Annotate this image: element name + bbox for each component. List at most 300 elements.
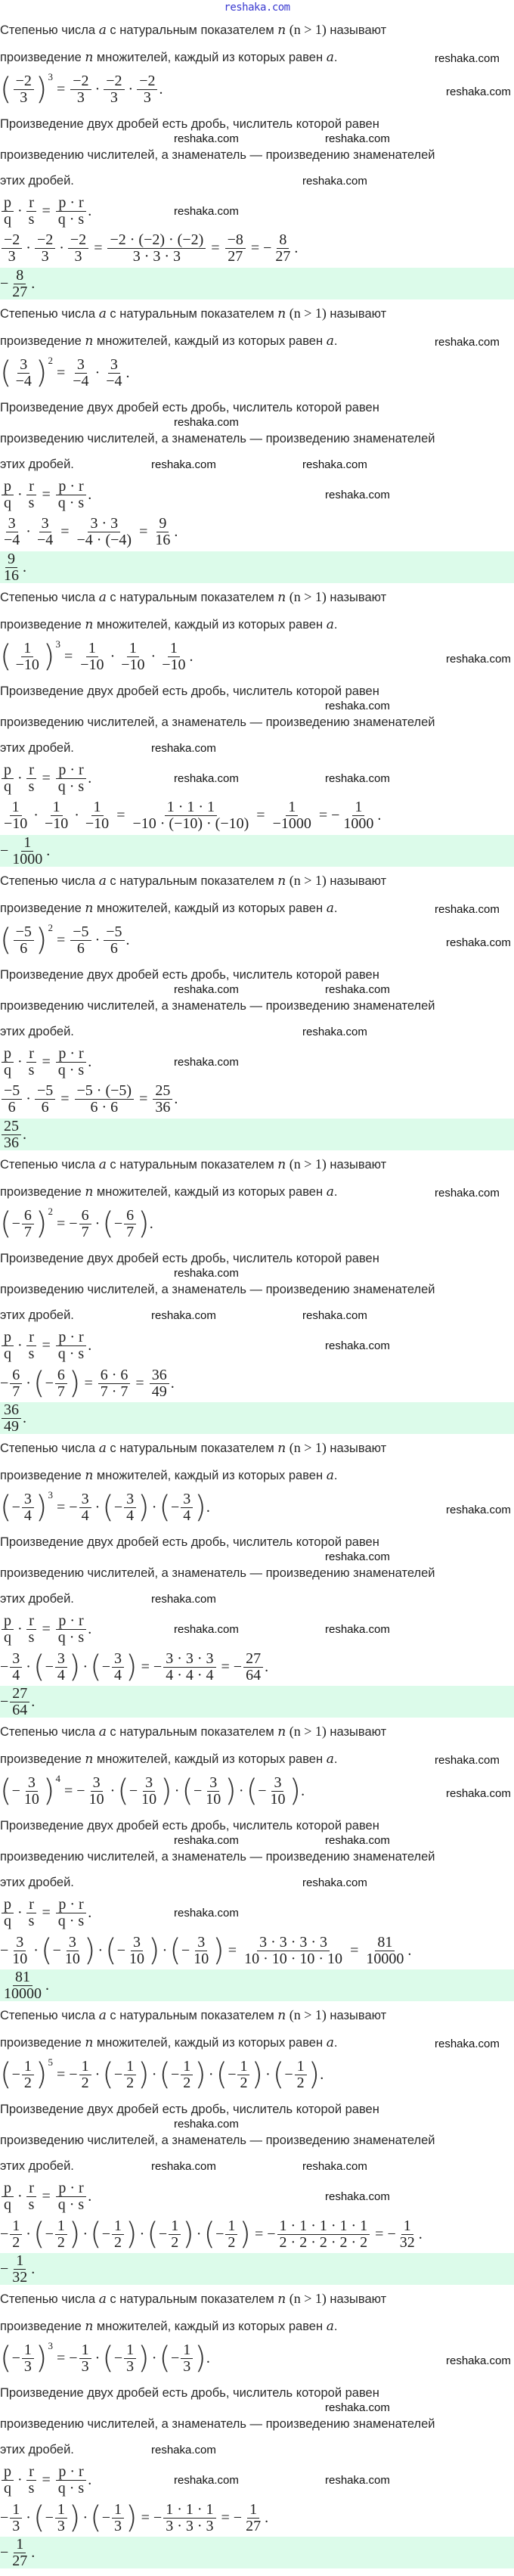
math-variable: a	[326, 901, 334, 916]
numerator: p	[2, 1613, 14, 1630]
rule-line-1: Произведение двух дробей есть дробь, числитель которой равен	[0, 1252, 379, 1265]
rule-formula	[0, 195, 91, 228]
fraction	[2, 2464, 14, 2497]
numerator: 3	[75, 357, 87, 374]
period: .	[31, 2261, 36, 2277]
numerator: 1	[286, 799, 298, 816]
parenthesized-group	[33, 1650, 81, 1684]
numerator: 1	[55, 2218, 67, 2235]
math-variable: n	[277, 874, 286, 889]
left-paren: (	[0, 1490, 12, 1525]
numerator: 3	[55, 1651, 67, 1668]
watermark: reshaka.com	[325, 1834, 390, 1847]
fraction	[203, 1775, 223, 1808]
text-segment: произведение	[0, 902, 85, 915]
power-expansion	[0, 2058, 324, 2091]
numerator: 1	[112, 2218, 124, 2235]
math-variable: a	[326, 50, 334, 65]
fraction	[2, 195, 14, 228]
left-paren: (	[90, 2500, 102, 2535]
exponent: 3	[55, 638, 60, 650]
denominator: 6	[8, 1099, 16, 1116]
math-operator: −	[233, 2509, 243, 2526]
numerator: 1	[14, 2537, 26, 2553]
solution-block	[0, 1724, 514, 2008]
power-expansion	[0, 1491, 210, 1524]
text-segment: называют	[330, 1158, 387, 1172]
left-paren: (	[159, 2341, 172, 2376]
left-paren: (	[246, 1774, 259, 1808]
fraction	[79, 2342, 91, 2375]
right-paren: )	[125, 2500, 138, 2535]
rule-formula	[0, 1613, 91, 1646]
denominator: q	[4, 211, 11, 228]
numerator: 1	[10, 799, 22, 816]
numerator: 3	[108, 357, 120, 374]
numerator: 3	[67, 1935, 79, 1951]
numerator: 3	[124, 1491, 136, 1508]
numerator: −2	[35, 232, 55, 249]
math-operator: ·	[26, 523, 31, 540]
math-operator: =	[139, 1091, 148, 1107]
denominator: s	[28, 1345, 35, 1362]
calculation	[0, 1934, 411, 1967]
fraction	[364, 1935, 406, 1967]
numerator: r	[26, 762, 36, 779]
left-paren: (	[102, 1490, 114, 1525]
numerator: p · r	[56, 1046, 85, 1063]
math-operator: −	[76, 1782, 85, 1799]
answer	[0, 1969, 49, 2001]
left-paren: (	[90, 1650, 102, 1684]
parenthesized-group	[203, 2218, 251, 2251]
parenthesized-group	[90, 2218, 138, 2251]
math-operator: −	[153, 2509, 163, 2526]
numerator: −5	[35, 1083, 55, 1100]
denominator: 10	[141, 1790, 157, 1808]
period: .	[88, 203, 92, 219]
text-segment: произведение	[0, 2036, 85, 2050]
numerator: 3	[271, 1775, 283, 1792]
denominator: 6	[110, 939, 118, 957]
text-segment: множителей, каждый из которых равен	[93, 902, 327, 915]
watermark: reshaka.com	[302, 458, 367, 471]
text-segment: с натуральным показателем	[106, 2009, 278, 2022]
math-variable: n	[277, 306, 286, 321]
parenthesized-group	[90, 1650, 138, 1684]
fraction	[273, 232, 293, 265]
fraction	[225, 232, 246, 265]
fraction	[2, 1046, 14, 1079]
watermark: reshaka.com	[325, 2474, 390, 2487]
period: .	[174, 1091, 178, 1107]
denominator: 3	[81, 2357, 89, 2375]
denominator: 2 · 2 · 2 · 2 · 2	[279, 2233, 368, 2251]
denominator: q · s	[57, 1629, 85, 1646]
fraction	[10, 835, 45, 867]
numerator: p	[2, 195, 14, 212]
math-variable: a	[98, 1724, 107, 1740]
math-operator: −	[194, 1782, 203, 1799]
numerator: r	[26, 195, 36, 212]
math-variable: a	[98, 306, 107, 321]
fraction	[271, 799, 314, 832]
left-paren: (	[0, 2341, 12, 2376]
math-operator: ·	[26, 2509, 31, 2526]
watermark: reshaka.com	[325, 983, 390, 996]
math-operator: =	[42, 486, 51, 503]
answer-band	[0, 268, 514, 299]
text-segment: .	[333, 1185, 338, 1199]
fraction	[56, 1046, 86, 1079]
math-operator: −	[69, 2349, 78, 2367]
left-paren: (	[159, 2057, 172, 2092]
fraction	[124, 2059, 136, 2091]
numerator: 1	[51, 799, 63, 816]
denominator: 2	[23, 2074, 32, 2091]
fraction	[75, 516, 135, 548]
answer-band	[0, 551, 514, 583]
text-segment: .	[333, 2036, 338, 2050]
fraction	[127, 1935, 147, 1967]
math-variable: n	[277, 1157, 286, 1172]
denominator: 49	[4, 1418, 19, 1434]
numerator: p · r	[56, 1613, 85, 1630]
math-operator: ·	[26, 240, 31, 256]
math-operator: =	[84, 1374, 93, 1392]
denominator: 27	[246, 2517, 262, 2534]
math-operator: =	[60, 1091, 70, 1107]
denominator: 3	[23, 2357, 32, 2375]
fraction	[26, 762, 37, 795]
period: .	[320, 2065, 324, 2083]
rule-formula	[0, 1897, 91, 1929]
math-operator: −	[52, 1941, 61, 1959]
numerator: 3 · 3 · 3 · 3	[257, 1935, 330, 1951]
numerator: 81	[375, 1935, 395, 1951]
fraction	[153, 516, 172, 548]
text-segment: множителей, каждый из которых равен	[93, 1752, 327, 1766]
watermark: reshaka.com	[325, 1339, 390, 1352]
math-operator: =	[57, 2065, 66, 2083]
fraction	[181, 1491, 193, 1524]
math-operator: ·	[94, 2065, 101, 2083]
text-segment: называют	[330, 1725, 387, 1739]
solution-block	[0, 2008, 514, 2292]
numerator: p · r	[56, 2180, 85, 2197]
math-operator: =	[141, 1658, 150, 1675]
numerator: 3	[6, 516, 18, 532]
watermark: reshaka.com	[302, 1026, 367, 1038]
math-operator: −	[258, 1782, 267, 1799]
math-operator: −	[11, 2349, 20, 2367]
math-variable: a	[326, 334, 334, 349]
left-paren: (	[0, 355, 12, 390]
numerator: p · r	[56, 2464, 85, 2481]
numerator: −5	[70, 924, 91, 941]
denominator: 16	[155, 532, 171, 548]
fraction	[14, 357, 34, 390]
right-paren: )	[35, 923, 48, 957]
definition-line-1	[0, 2008, 386, 2023]
text-segment: с натуральным показателем	[106, 1725, 278, 1739]
fraction	[68, 232, 88, 265]
fraction	[2, 799, 29, 832]
numerator: p · r	[56, 195, 85, 212]
denominator: 6 · 6	[90, 1099, 119, 1116]
fraction	[75, 1083, 135, 1116]
fraction	[277, 2218, 370, 2251]
numerator: 1	[21, 641, 33, 657]
solution-block	[0, 1157, 514, 1441]
math-operator: −	[0, 2225, 9, 2242]
fraction	[2, 762, 14, 795]
math-operator: =	[211, 240, 220, 256]
math-operator: ·	[94, 364, 101, 381]
denominator: 6	[20, 939, 28, 957]
numerator: 27	[243, 1651, 263, 1668]
text-segment: Степенью числа	[0, 307, 99, 321]
text-segment: множителей, каждый из которых равен	[93, 51, 327, 64]
rule-formula	[0, 2180, 91, 2213]
answer	[0, 268, 35, 299]
definition-line-1	[0, 23, 386, 38]
math-operator: −	[267, 2225, 276, 2242]
exponent: 2	[48, 355, 53, 366]
denominator: 3	[126, 2357, 135, 2375]
site-header-logo[interactable]: reshaka.com	[224, 2, 290, 14]
parenthesized-group	[33, 1367, 81, 1400]
denominator: 32	[399, 2233, 415, 2251]
parenthesized-group	[216, 2058, 264, 2091]
fraction	[14, 641, 42, 673]
right-paren: )	[160, 1774, 172, 1808]
text-segment: .	[333, 1752, 338, 1766]
math-operator: ·	[17, 2188, 23, 2205]
numerator: r	[26, 2180, 36, 2197]
numerator: p	[2, 1897, 14, 1913]
parenthesized-group	[41, 1934, 96, 1967]
numerator: r	[26, 1897, 36, 1913]
text-segment: произведение	[0, 2320, 85, 2333]
denominator: 36	[155, 1099, 171, 1116]
power-expansion	[0, 2342, 210, 2375]
calculation	[0, 1083, 178, 1116]
calculation	[0, 1650, 268, 1684]
numerator: 3	[131, 1935, 143, 1951]
math-operator: ·	[110, 647, 116, 665]
answer-band	[0, 835, 514, 867]
denominator: −1000	[272, 815, 311, 832]
right-paren: )	[251, 2057, 264, 2092]
definition-line-2	[0, 618, 337, 632]
rule-line-3: этих дробей.	[0, 1876, 74, 1889]
fraction	[55, 1651, 67, 1684]
parenthesized-group	[0, 2342, 53, 2375]
definition-line-1	[0, 1157, 386, 1172]
right-paren: )	[68, 2217, 81, 2252]
math-operator: −	[11, 1215, 20, 1232]
fraction	[10, 2218, 22, 2251]
math-operator: =	[116, 807, 125, 824]
numerator: p	[2, 479, 14, 495]
math-variable: a	[98, 874, 107, 889]
text-segment: Степенью числа	[0, 591, 99, 604]
left-paren: (	[203, 2217, 216, 2252]
numerator: r	[26, 2464, 36, 2481]
watermark: reshaka.com	[174, 772, 239, 785]
denominator: 10 · 10 · 10 · 10	[244, 1950, 343, 1967]
answer-band	[0, 1686, 514, 1718]
fraction	[2, 1402, 21, 1434]
numerator: −2	[70, 73, 91, 90]
rule-line-3: этих дробей.	[0, 2443, 74, 2457]
math-operator: ·	[26, 1091, 31, 1107]
math-operator: −	[215, 2225, 224, 2242]
math-variable: n	[85, 617, 94, 632]
numerator: 25	[2, 1119, 21, 1135]
fraction	[10, 268, 29, 299]
math-operator: −	[69, 1215, 78, 1232]
parenthesized-group	[0, 2058, 53, 2091]
math-operator: =	[57, 1498, 66, 1516]
rule-line-1: Произведение двух дробей есть дробь, числитель которой равен	[0, 117, 379, 131]
period: .	[301, 1782, 305, 1799]
numerator: p	[2, 1330, 14, 1346]
math-variable: n	[85, 2319, 94, 2334]
denominator: 3	[74, 248, 82, 265]
math-variable: a	[326, 1184, 334, 1200]
numerator: 3 · 3	[88, 516, 120, 532]
fraction	[191, 1935, 211, 1967]
math-variable: n	[277, 2008, 286, 2023]
watermark: reshaka.com	[174, 983, 239, 996]
parenthesized-group	[0, 356, 53, 390]
watermark: reshaka.com	[325, 1623, 390, 1636]
text-segment: множителей, каждый из которых равен	[93, 1469, 327, 1482]
math-operator: ·	[33, 1941, 39, 1959]
watermark: reshaka.com	[302, 1876, 367, 1889]
math-operator: −	[158, 2225, 168, 2242]
math-condition: (n > 1)	[286, 589, 330, 604]
denominator: q	[4, 2196, 11, 2213]
definition-line-1	[0, 1441, 386, 1456]
right-paren: )	[125, 2217, 138, 2252]
math-operator: −	[113, 1498, 123, 1516]
watermark: reshaka.com	[174, 2474, 239, 2487]
math-variable: n	[277, 590, 286, 605]
watermark: reshaka.com	[174, 1267, 239, 1280]
watermark: reshaka.com	[446, 85, 511, 98]
math-operator: ·	[174, 1782, 180, 1799]
calculation	[0, 516, 178, 548]
numerator: p	[2, 2180, 14, 2197]
math-variable: n	[85, 2035, 94, 2050]
right-paren: )	[194, 2341, 206, 2376]
math-operator: =	[318, 807, 328, 824]
text-segment: .	[333, 902, 338, 915]
right-paren: )	[138, 2341, 150, 2376]
fraction	[63, 1935, 82, 1967]
left-paren: (	[0, 2057, 12, 2092]
fraction	[398, 2218, 417, 2251]
right-paren: )	[35, 2341, 48, 2376]
right-paren: )	[68, 1366, 81, 1401]
denominator: 2	[114, 2233, 122, 2251]
fraction	[56, 2464, 86, 2497]
math-operator: ·	[59, 240, 64, 256]
left-paren: (	[0, 1206, 12, 1241]
text-segment: множителей, каждый из которых равен	[93, 2036, 327, 2050]
rule-formula	[0, 1330, 91, 1362]
numerator: 1	[124, 2342, 136, 2359]
denominator: s	[28, 2196, 35, 2213]
period: .	[377, 807, 382, 824]
math-operator: −	[69, 1498, 78, 1516]
denominator: 3	[76, 88, 85, 106]
math-operator: =	[42, 1621, 51, 1637]
math-variable: a	[326, 1752, 334, 1767]
left-paren: (	[102, 1206, 114, 1241]
fraction	[225, 2218, 237, 2251]
math-variable: a	[98, 1157, 107, 1172]
denominator: 4	[57, 1666, 65, 1684]
math-operator: ·	[98, 1941, 104, 1959]
math-operator: −	[0, 2509, 9, 2526]
numerator: 3	[26, 1775, 38, 1792]
right-paren: )	[239, 2217, 251, 2252]
numerator: 3	[17, 357, 29, 374]
right-paren: )	[308, 2057, 320, 2092]
math-operator: −	[45, 1374, 54, 1392]
fraction	[112, 2218, 124, 2251]
math-operator: ·	[128, 80, 134, 98]
text-segment: множителей, каждый из которых равен	[93, 334, 327, 348]
math-operator: −	[113, 2065, 123, 2083]
left-paren: (	[147, 2217, 159, 2252]
fraction	[56, 1613, 86, 1646]
rule-line-2: произведению числителей, а знаменатель — произведению знаменателей	[0, 148, 435, 162]
right-paren: )	[194, 2057, 206, 2092]
fraction	[55, 2502, 67, 2534]
fraction	[2, 1119, 21, 1150]
denominator: 10	[64, 1950, 80, 1967]
period: .	[125, 364, 130, 381]
text-segment: называют	[330, 2009, 387, 2022]
fraction	[10, 1686, 29, 1718]
math-operator: −	[263, 240, 272, 256]
denominator: 7	[126, 1223, 135, 1240]
denominator: q · s	[57, 2480, 85, 2497]
numerator: 6	[10, 1367, 22, 1384]
math-operator: =	[64, 1782, 73, 1799]
numerator: −5	[104, 924, 124, 941]
left-paren: (	[0, 639, 12, 674]
denominator: 2	[183, 2074, 191, 2091]
right-paren: )	[42, 1774, 55, 1808]
fraction	[112, 1651, 124, 1684]
numerator: 1	[181, 2342, 193, 2359]
denominator: 27	[12, 284, 28, 299]
denominator: 10	[12, 1950, 28, 1967]
watermark: reshaka.com	[151, 742, 216, 755]
numerator: 9	[156, 516, 169, 532]
numerator: 1	[181, 2059, 193, 2075]
math-operator: =	[42, 2472, 51, 2488]
numerator: −8	[225, 232, 246, 249]
math-variable: a	[98, 1441, 107, 1456]
rule-line-1: Произведение двух дробей есть дробь, числитель которой равен	[0, 1819, 379, 1833]
